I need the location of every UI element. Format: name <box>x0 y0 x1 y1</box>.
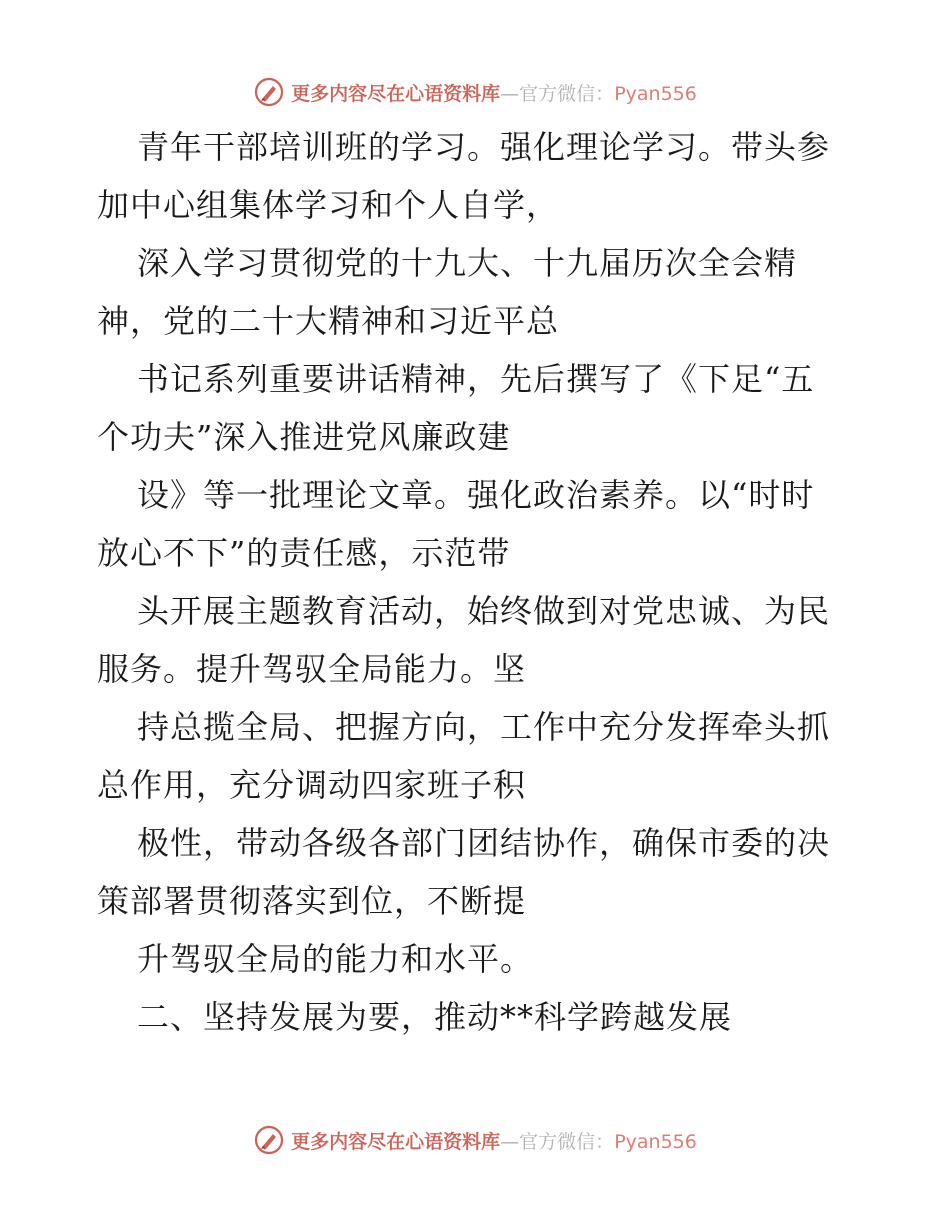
section-heading: 二、坚持发展为要，推动**科学跨越发展 <box>137 998 733 1036</box>
text-line: 服务。提升驾驭全局能力。坚 <box>97 650 527 688</box>
text-line: 头开展主题教育活动，始终做到对党忠诚、为民 <box>137 592 831 630</box>
pen-logo-icon <box>253 76 285 108</box>
watermark-text: 更多内容尽在心语资料库—官方微信：Pyan556 <box>291 1130 697 1153</box>
text-line: 升驾驭全局的能力和水平。 <box>137 940 534 978</box>
text-line: 青年干部培训班的学习。强化理论学习。带头参 <box>137 128 831 166</box>
pen-logo-icon <box>253 1124 285 1156</box>
text-line: 总作用，充分调动四家班子积 <box>97 766 527 804</box>
header-watermark <box>0 72 950 112</box>
text-line: 持总揽全局、把握方向，工作中充分发挥牵头抓 <box>137 708 831 746</box>
text-line: 书记系列重要讲话精神，先后撰写了《下足“五 <box>137 360 815 398</box>
text-line: 深入学习贯彻党的十九大、十九届历次全会精 <box>137 244 798 282</box>
text-line: 策部署贯彻落实到位，不断提 <box>97 882 527 920</box>
watermark-text: 更多内容尽在心语资料库—官方微信：Pyan556 <box>291 82 697 105</box>
text-line: 放心不下”的责任感，示范带 <box>97 534 511 572</box>
text-line: 神，党的二十大精神和习近平总 <box>97 302 560 340</box>
text-line: 个功夫”深入推进党风廉政建 <box>97 418 511 456</box>
document-body <box>97 118 857 1046</box>
text-line: 极性，带动各级各部门团结协作，确保市委的决 <box>137 824 831 862</box>
text-line: 加中心组集体学习和个人自学， <box>97 186 560 224</box>
text-line: 设》等一批理论文章。强化政治素养。以“时时 <box>137 476 815 514</box>
footer-watermark <box>0 1120 950 1160</box>
